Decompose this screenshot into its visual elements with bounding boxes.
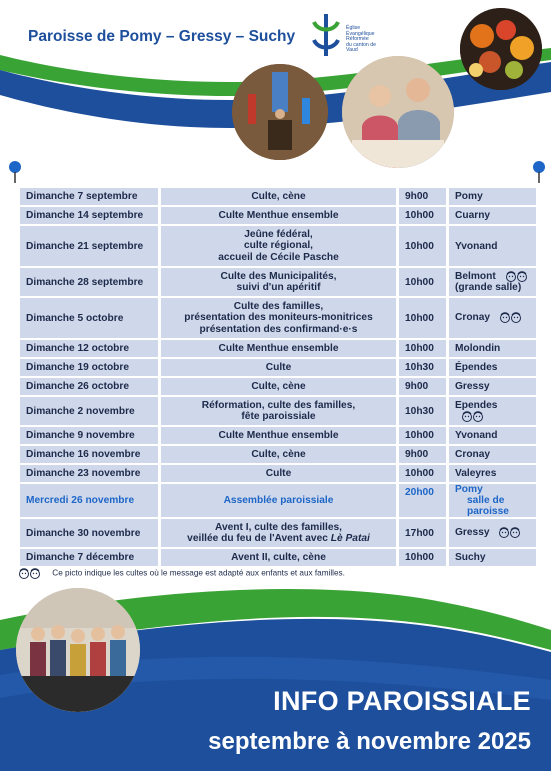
place-line: Molondin <box>455 343 501 354</box>
place-line: Cuarny <box>455 210 491 221</box>
time-cell: 10h30 <box>399 359 449 376</box>
table-row <box>20 519 536 547</box>
place-line: Yvonand <box>455 430 498 441</box>
place-cell <box>449 268 536 296</box>
logo-line: Église <box>346 25 361 31</box>
place-line: Pomy <box>455 484 483 495</box>
event-cell <box>161 484 399 517</box>
event-line: Culte <box>265 361 292 373</box>
children-picto-icon <box>498 527 522 538</box>
date-cell: Dimanche 23 novembre <box>20 465 161 482</box>
time-cell: 10h00 <box>399 340 449 357</box>
children-picto-icon <box>499 312 523 323</box>
children-picto-icon <box>461 411 485 422</box>
time-cell: 10h00 <box>399 549 449 566</box>
event-cell <box>161 207 399 224</box>
pumpkins-photo <box>460 8 542 90</box>
table-row <box>20 207 536 224</box>
time-cell: 20h00 <box>399 484 449 517</box>
place-cell <box>449 549 536 566</box>
logo-line: du canton de <box>346 41 376 48</box>
event-cell <box>161 298 399 338</box>
footer-subtitle: septembre à novembre 2025 <box>208 728 531 755</box>
date-cell: Dimanche 16 novembre <box>20 446 161 463</box>
time-cell: 9h00 <box>399 446 449 463</box>
event-cell <box>161 378 399 395</box>
place-line: salle de paroisse <box>467 495 509 517</box>
event-line: présentation des moniteurs-monitrices <box>184 312 373 324</box>
table-row <box>20 298 536 338</box>
table-row <box>20 188 536 205</box>
event-cell <box>161 268 399 296</box>
event-cell <box>161 549 399 566</box>
event-cell <box>161 446 399 463</box>
event-line: fête paroissiale <box>241 411 316 422</box>
place-cell <box>449 484 536 517</box>
event-line: Culte des familles, <box>233 300 324 312</box>
event-cell <box>161 427 399 444</box>
event-cell <box>161 465 399 482</box>
date-cell: Mercredi 26 novembre <box>20 484 161 517</box>
event-line: culte régional, <box>243 240 314 252</box>
table-row <box>20 427 536 444</box>
place-cell <box>449 188 536 205</box>
table-row <box>20 359 536 376</box>
time-cell: 9h00 <box>399 378 449 395</box>
event-line: Culte, cène <box>251 190 306 202</box>
picto-legend <box>18 568 345 579</box>
event-line: Culte, cène <box>251 380 306 392</box>
time-cell: 10h00 <box>399 226 449 266</box>
date-cell: Dimanche 9 novembre <box>20 427 161 444</box>
place-line: Belmont <box>455 271 496 283</box>
church-logo <box>308 10 398 62</box>
event-line: Culte Menthue ensemble <box>218 429 339 441</box>
pushpin-icon <box>530 160 548 184</box>
logo-line: Réformée <box>346 36 369 43</box>
legend-text: Ce picto indique les cultes où le message est adapté aux enfants et aux familles. <box>52 568 345 578</box>
time-cell: 10h00 <box>399 298 449 338</box>
place-cell <box>449 427 536 444</box>
place-cell <box>449 397 536 425</box>
date-cell: Dimanche 7 septembre <box>20 188 161 205</box>
table-row <box>20 340 536 357</box>
page-title: Paroisse de Pomy – Gressy – Suchy <box>28 28 296 45</box>
event-line: Culte Menthue ensemble <box>218 342 339 354</box>
place-line: Pomy <box>455 191 483 202</box>
time-cell: 10h00 <box>399 465 449 482</box>
children-group-photo <box>16 588 140 712</box>
place-line: Yvonand <box>455 240 498 252</box>
logo-line: Évangélique <box>346 30 375 37</box>
time-cell: 9h00 <box>399 188 449 205</box>
children-picto-icon <box>18 568 42 579</box>
place-cell <box>449 340 536 357</box>
event-line: Avent II, culte, cène <box>231 551 326 563</box>
place-cell <box>449 446 536 463</box>
event-line: Assemblée paroissiale <box>223 494 334 506</box>
place-line: Ependes <box>455 399 498 411</box>
event-line: présentation des confirmand·e·s <box>199 323 358 335</box>
table-row <box>20 397 536 425</box>
date-cell: Dimanche 30 novembre <box>20 519 161 547</box>
event-cell <box>161 359 399 376</box>
event-line: accueil de Cécile Pasche <box>218 251 339 263</box>
event-line: Avent I, culte des familles, <box>214 521 342 533</box>
pushpin-icon <box>6 160 24 184</box>
logo-line: Vaud <box>346 47 358 54</box>
date-cell: Dimanche 19 octobre <box>20 359 161 376</box>
place-cell <box>449 207 536 224</box>
place-line: (grande salle) <box>455 282 522 294</box>
table-row <box>20 465 536 482</box>
schedule-table <box>20 186 536 568</box>
event-line: veillée du feu de l'Avent avec Lè Patai <box>187 533 370 544</box>
event-line: suivi d'un apéritif <box>236 282 321 293</box>
place-cell <box>449 378 536 395</box>
event-cell <box>161 340 399 357</box>
place-line: Épendes <box>455 362 498 373</box>
church-interior-photo <box>232 64 328 160</box>
band-name: Lè Patai <box>330 533 370 544</box>
time-cell: 10h00 <box>399 268 449 296</box>
event-line: Culte des Municipalités, <box>220 270 337 282</box>
place-line: Cronay <box>455 312 491 324</box>
event-line: Culte, cène <box>251 448 306 460</box>
event-cell <box>161 397 399 425</box>
date-cell: Dimanche 28 septembre <box>20 268 161 296</box>
table-row-highlighted <box>20 484 536 517</box>
eerv-logo-icon <box>308 10 344 60</box>
couple-photo <box>342 56 454 168</box>
date-cell: Dimanche 2 novembre <box>20 397 161 425</box>
place-cell <box>449 298 536 338</box>
event-cell <box>161 188 399 205</box>
date-cell: Dimanche 7 décembre <box>20 549 161 566</box>
place-line: Valeyres <box>455 468 497 479</box>
place-line: Gressy <box>455 381 490 392</box>
event-line: Réformation, culte des familles, <box>201 399 356 411</box>
table-row <box>20 378 536 395</box>
date-cell: Dimanche 26 octobre <box>20 378 161 395</box>
date-cell: Dimanche 5 octobre <box>20 298 161 338</box>
table-row <box>20 446 536 463</box>
place-cell <box>449 519 536 547</box>
date-cell: Dimanche 14 septembre <box>20 207 161 224</box>
time-cell: 17h00 <box>399 519 449 547</box>
event-cell <box>161 519 399 547</box>
place-cell <box>449 359 536 376</box>
children-picto-icon <box>505 271 529 282</box>
table-row <box>20 549 536 566</box>
date-cell: Dimanche 12 octobre <box>20 340 161 357</box>
date-cell: Dimanche 21 septembre <box>20 226 161 266</box>
place-line: Cronay <box>455 449 491 460</box>
event-line: Jeûne fédéral, <box>244 228 313 240</box>
table-row <box>20 226 536 266</box>
event-line: Culte <box>265 467 292 479</box>
time-cell: 10h30 <box>399 397 449 425</box>
place-cell <box>449 465 536 482</box>
place-line: Gressy <box>455 527 490 539</box>
event-cell <box>161 226 399 266</box>
place-cell <box>449 226 536 266</box>
footer-title: INFO PAROISSIALE <box>273 686 531 716</box>
event-line: Culte Menthue ensemble <box>218 209 339 221</box>
time-cell: 10h00 <box>399 427 449 444</box>
table-row <box>20 268 536 296</box>
time-cell: 10h00 <box>399 207 449 224</box>
place-line: Suchy <box>455 552 486 563</box>
